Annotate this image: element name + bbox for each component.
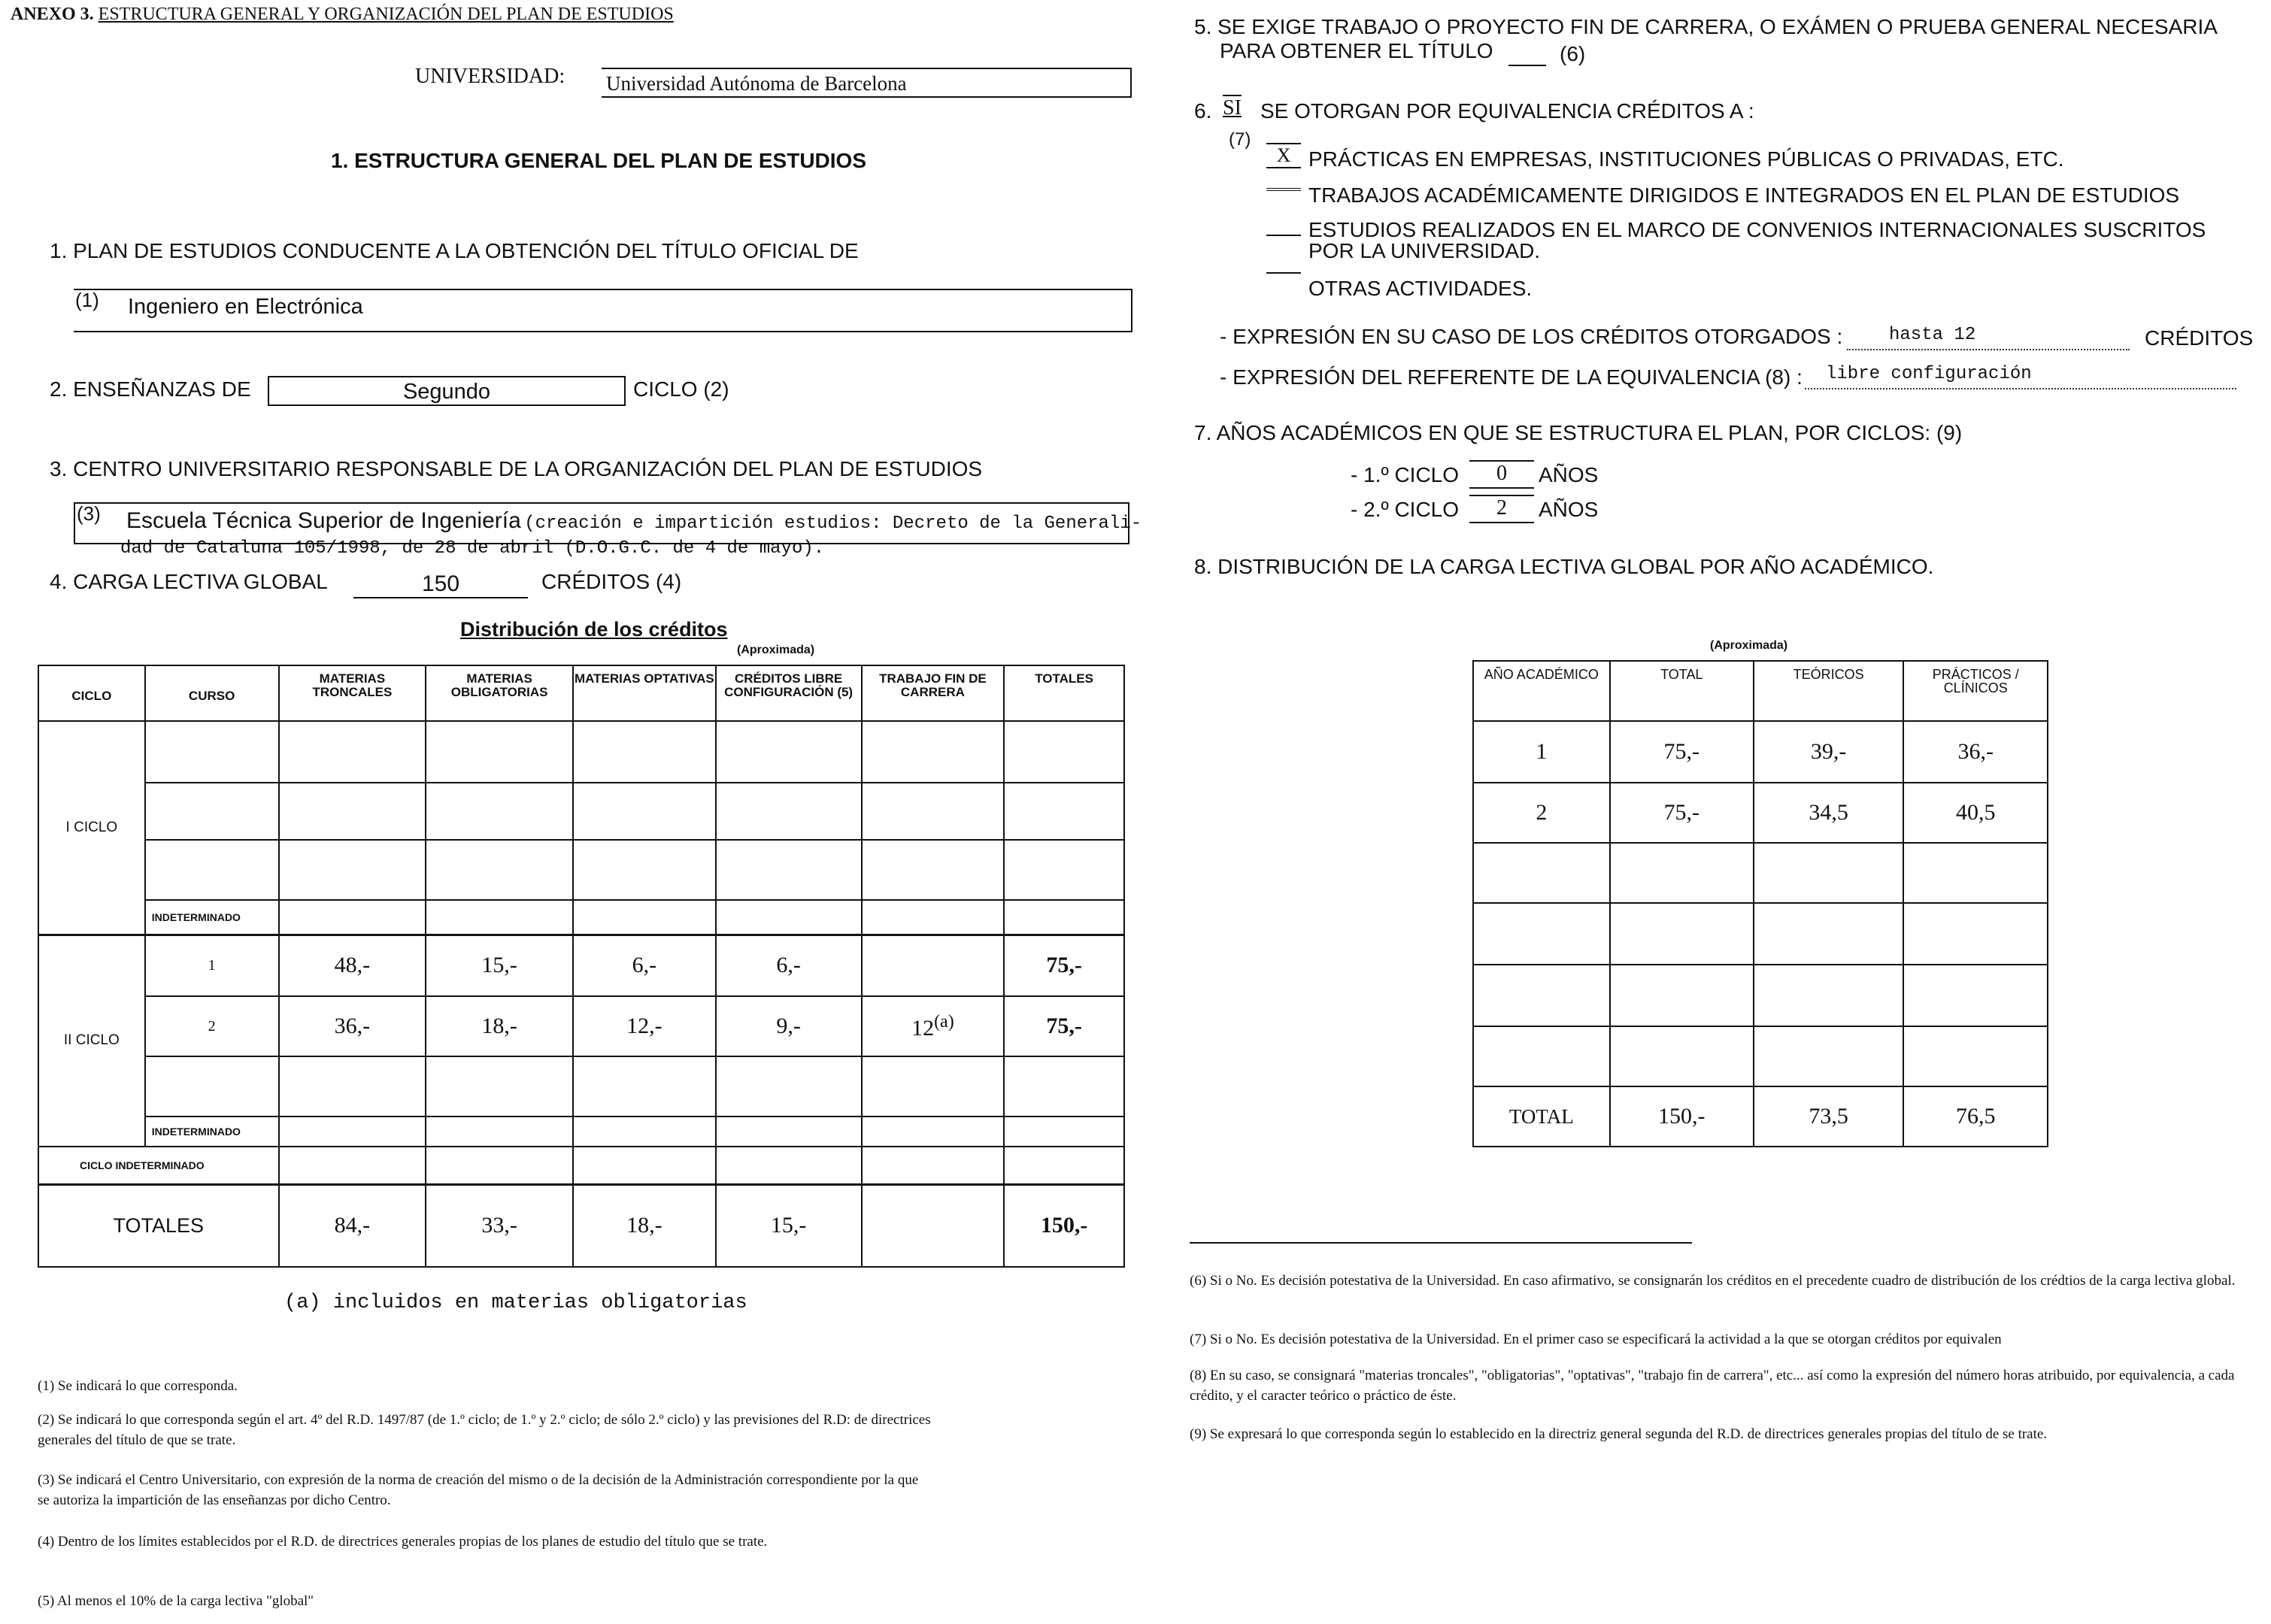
right-footnote-6: (6) Si o No. Es decisión potestativa de la Universidad. En caso afirmativo, se consignarán los créditos en el precedente cuadro de distribución de los crédtios de la carga lectiva global. [1190, 1273, 2236, 1289]
ref-expr-line [1805, 365, 2236, 389]
load-header-teoricos: TEÓRICOS [1754, 661, 1903, 721]
load-row-4-year [1473, 903, 1610, 965]
ciclo-indeterminado-row [38, 1147, 1124, 1184]
ref-expr-value: libre configuración [1826, 364, 2032, 384]
option-1-mark [1266, 143, 1301, 168]
item4-value: 150 [421, 571, 460, 596]
ciclo1-label: I CICLO [38, 721, 145, 935]
item6-label: SE OTORGAN POR EQUIVALENCIA CRÉDITOS A : [1260, 99, 1754, 123]
cycle2-value: 2 [1496, 496, 1507, 520]
header-curso: CURSO [145, 665, 279, 721]
ref-expr-label: - EXPRESIÓN DEL REFERENTE DE LA EQUIVALENCIA (8) : [1220, 365, 1803, 389]
row2-optativas: 12,- [573, 996, 716, 1056]
load-header-total: TOTAL [1610, 661, 1754, 721]
right-footnote-8: (8) En su caso, se consignará "materias troncales", "obligatorias", "optativas", "trabajo fin de carrera", etc... así como la expresión del número horas atribuido, por equivalencia, a cada crédito, y el caracter teórico o práctico de éste. [1190, 1368, 2235, 1404]
load-row-4 [1473, 903, 2048, 965]
item5-line1: 5. SE EXIGE TRABAJO O PROYECTO FIN DE CARRERA, O EXÁMEN O PRUEBA GENERAL NECESARIA [1194, 15, 2218, 38]
option-4: OTRAS ACTIVIDADES. [1308, 277, 1533, 300]
item1-label: 1. PLAN DE ESTUDIOS CONDUCENTE A LA OBTENCIÓN DEL TÍTULO OFICIAL DE [50, 239, 859, 262]
header-ciclo: CICLO [38, 665, 145, 721]
credits-expr-line [1847, 326, 2130, 350]
row1-obligatorias: 15,- [426, 935, 573, 996]
header-libre: CRÉDITOS LIBRE CONFIGURACIÓN (5) [716, 665, 862, 721]
item4-suffix: CRÉDITOS (4) [541, 570, 682, 593]
total-totales: 150,- [1004, 1184, 1124, 1267]
item5-line2: PARA OBTENER EL TÍTULO [1220, 39, 1493, 62]
row2-libre: 9,- [716, 996, 862, 1056]
item3-line1 [126, 508, 1142, 534]
left-footnote-3: (3) Se indicará el Centro Universitario, con expresión de la norma de creación del mismo o de la decisión de la Administración correspondiente por la que se autoriza la impartición de las enseñanzas por dicho Centro. [38, 1472, 919, 1508]
dist-subtitle: (Aproximada) [737, 644, 815, 656]
load-row-5 [1473, 965, 2048, 1026]
table-note: (a) incluidos en materias obligatorias [284, 1292, 747, 1314]
load-row-6-year [1473, 1026, 1610, 1086]
left-footnote-1: (1) Se indicará lo que corresponda. [38, 1378, 238, 1394]
total-obligatorias: 33,- [426, 1184, 573, 1267]
item7-label: 7. AÑOS ACADÉMICOS EN QUE SE ESTRUCTURA EL PLAN, POR CICLOS: (9) [1194, 421, 1963, 444]
option-2: TRABAJOS ACADÉMICAMENTE DIRIGIDOS E INTEGRADOS EN EL PLAN DE ESTUDIOS [1308, 183, 2180, 207]
row2-totales: 75,- [1004, 996, 1124, 1056]
credits-expr-label: - EXPRESIÓN EN SU CASO DE LOS CRÉDITOS OTORGADOS : [1220, 325, 1843, 348]
total-trabajo [862, 1184, 1005, 1267]
cycle2-label: - 2.º CICLO [1351, 498, 1460, 521]
cycle-field [268, 376, 626, 406]
load-row-2-teoricos: 34,5 [1754, 783, 1903, 843]
load-row-5-year [1473, 965, 1610, 1026]
university-value: Universidad Autónoma de Barcelona [606, 72, 907, 95]
header-optativas: MATERIAS OPTATIVAS [573, 665, 716, 721]
row2-trabajo-sup: (a) [934, 1011, 954, 1032]
item5-blank [1508, 41, 1546, 66]
header-troncales: MATERIAS TRONCALES [279, 665, 426, 721]
row1-curso: 1 [145, 935, 279, 996]
load-total-practicos: 76,5 [1903, 1086, 2048, 1147]
totals-label: TOTALES [38, 1184, 279, 1267]
header-totales: TOTALES [1004, 665, 1124, 721]
ciclo2-indeterminado-row [38, 1116, 1124, 1147]
item1-note: (1) [75, 289, 99, 311]
load-header-year: AÑO ACADÉMICO [1473, 661, 1610, 721]
load-header-practicos: PRÁCTICOS / CLÍNICOS [1903, 661, 2048, 721]
ciclo1-row-3 [38, 840, 1124, 900]
load-total-total: 150,- [1610, 1086, 1754, 1147]
option-1: PRÁCTICAS EN EMPRESAS, INSTITUCIONES PÚBLICAS O PRIVADAS, ETC. [1308, 147, 2064, 171]
ciclo2-row-1 [38, 935, 1124, 996]
item6-num: 6. [1194, 99, 1212, 123]
item3-label: 3. CENTRO UNIVERSITARIO RESPONSABLE DE LA ORGANIZACIÓN DEL PLAN DE ESTUDIOS [50, 457, 983, 480]
load-header-row [1473, 661, 2048, 721]
item1-value: Ingeniero en Electrónica [128, 295, 363, 319]
cycle2-years: AÑOS [1539, 498, 1599, 521]
credits-expr-suffix: CRÉDITOS [2145, 326, 2254, 350]
left-footnote-5: (5) Al menos el 10% de la carga lectiva "global" [38, 1593, 314, 1609]
load-row-2 [1473, 783, 2048, 843]
ciclo-indeterminado: CICLO INDETERMINADO [38, 1147, 279, 1184]
row2-troncales: 36,- [279, 996, 426, 1056]
ciclo2-indeterminado: INDETERMINADO [145, 1116, 279, 1147]
cycle1-field [1469, 460, 1534, 489]
load-row-6 [1473, 1026, 2048, 1086]
dist-title: Distribución de los créditos [460, 618, 728, 641]
option-2-mark [1266, 188, 1301, 191]
item2-suffix: CICLO (2) [633, 377, 729, 401]
row1-trabajo [862, 935, 1005, 996]
left-footnote-4: (4) Dentro de los límites establecidos por el R.D. de directrices generales propias de los planes de estudio del título que se trate. [38, 1534, 768, 1550]
university-field [602, 68, 1132, 98]
load-row-1-practicos: 36,- [1903, 721, 2048, 783]
ciclo1-indeterminado-row [38, 900, 1124, 935]
item3-value: Escuela Técnica Superior de Ingeniería [126, 508, 521, 533]
row1-libre: 6,- [716, 935, 862, 996]
ciclo1-row-2 [38, 783, 1124, 840]
row1-troncales: 48,- [279, 935, 426, 996]
load-row-3-year [1473, 843, 1610, 903]
annex-prefix: ANEXO 3. [11, 5, 94, 24]
item8-label: 8. DISTRIBUCIÓN DE LA CARGA LECTIVA GLOBAL POR AÑO ACADÉMICO. [1194, 555, 1934, 578]
load-row-1 [1473, 721, 2048, 783]
credits-header-row [38, 665, 1124, 721]
university-label: UNIVERSIDAD: [415, 65, 565, 88]
load-total-row [1473, 1086, 2048, 1147]
item6-note: (7) [1229, 129, 1251, 150]
load-row-1-total: 75,- [1610, 721, 1754, 783]
item3-extra2: dad de Cataluna 105/1998, de 28 de abril (D.O.G.C. de 4 de mayo). [120, 538, 825, 559]
total-libre: 15,- [716, 1184, 862, 1267]
item2-label: 2. ENSEÑANZAS DE [50, 377, 251, 401]
row2-obligatorias: 18,- [426, 996, 573, 1056]
load-row-2-practicos: 40,5 [1903, 783, 2048, 843]
option-3-mark [1266, 235, 1301, 236]
cycle1-value: 0 [1496, 462, 1507, 485]
right-footnote-9: (9) Se expresará lo que corresponda según lo establecido en la directriz general segunda del R.D. de directrices generales propias del título de se trate. [1190, 1426, 2048, 1442]
totals-row [38, 1184, 1124, 1267]
annex-heading [11, 5, 674, 25]
row2-trabajo-cell [862, 996, 1005, 1056]
ciclo1-row-1 [38, 721, 1124, 783]
row1-optativas: 6,- [573, 935, 716, 996]
ciclo2-label: II CICLO [38, 935, 145, 1147]
load-row-3 [1473, 843, 2048, 903]
total-troncales: 84,- [279, 1184, 426, 1267]
header-obligatorias: MATERIAS OBLIGATORIAS [426, 665, 573, 721]
total-optativas: 18,- [573, 1184, 716, 1267]
load-subtitle: (Aproximada) [1710, 639, 1788, 652]
load-row-2-total: 75,- [1610, 783, 1754, 843]
option-4-mark [1266, 272, 1301, 274]
load-row-1-teoricos: 39,- [1754, 721, 1903, 783]
credits-expr-value: hasta 12 [1889, 325, 1976, 345]
item2-value: Segundo [402, 380, 491, 404]
item6-mark: X [1276, 144, 1291, 166]
ciclo2-row-2 [38, 996, 1124, 1056]
cycle2-field [1469, 495, 1534, 523]
row2-trabajo: 12 [911, 1015, 935, 1041]
item5-note: (6) [1560, 42, 1586, 65]
credits-line [353, 570, 528, 598]
load-table [1472, 660, 2048, 1147]
annex-title: ESTRUCTURA GENERAL Y ORGANIZACIÓN DEL PLAN DE ESTUDIOS [98, 5, 674, 24]
load-row-2-year: 2 [1473, 783, 1610, 843]
option-3: ESTUDIOS REALIZADOS EN EL MARCO DE CONVENIOS INTERNACIONALES SUSCRITOS POR LA UNIVERSIDAD. [1308, 218, 2206, 262]
ciclo2-row-3 [38, 1056, 1124, 1116]
right-footnote-7: (7) Si o No. Es decisión potestativa de la Universidad. En el primer caso se especificará la actividad a la que se otorgan créditos por equivalen [1190, 1332, 2002, 1347]
load-total-label: TOTAL [1473, 1086, 1610, 1147]
left-footnote-2: (2) Se indicará lo que corresponda según el art. 4º del R.D. 1497/87 (de 1.º ciclo; de 1.º y 2.º ciclo; de sólo 2.º ciclo) y las previsiones del R.D: de directrices generales del título de que se trate. [38, 1412, 931, 1448]
cycle1-label: - 1.º CICLO [1351, 463, 1460, 486]
row2-curso: 2 [145, 996, 279, 1056]
ciclo1-indeterminado: INDETERMINADO [145, 900, 279, 935]
header-trabajo: TRABAJO FIN DE CARRERA [862, 665, 1005, 721]
credits-table [38, 665, 1125, 1268]
item4-label: 4. CARGA LECTIVA GLOBAL [50, 570, 328, 593]
load-row-1-year: 1 [1473, 721, 1610, 783]
load-total-teoricos: 73,5 [1754, 1086, 1903, 1147]
section-title: 1. ESTRUCTURA GENERAL DEL PLAN DE ESTUDIOS [331, 149, 867, 172]
row1-totales: 75,- [1004, 935, 1124, 996]
footnote-separator [1190, 1242, 1692, 1244]
item3-extra1: (creación e impartición estudios: Decreto de la Generali- [524, 514, 1142, 534]
cycle1-years: AÑOS [1539, 463, 1599, 486]
item3-note: (3) [77, 502, 101, 525]
item6-value: SI [1223, 96, 1242, 120]
